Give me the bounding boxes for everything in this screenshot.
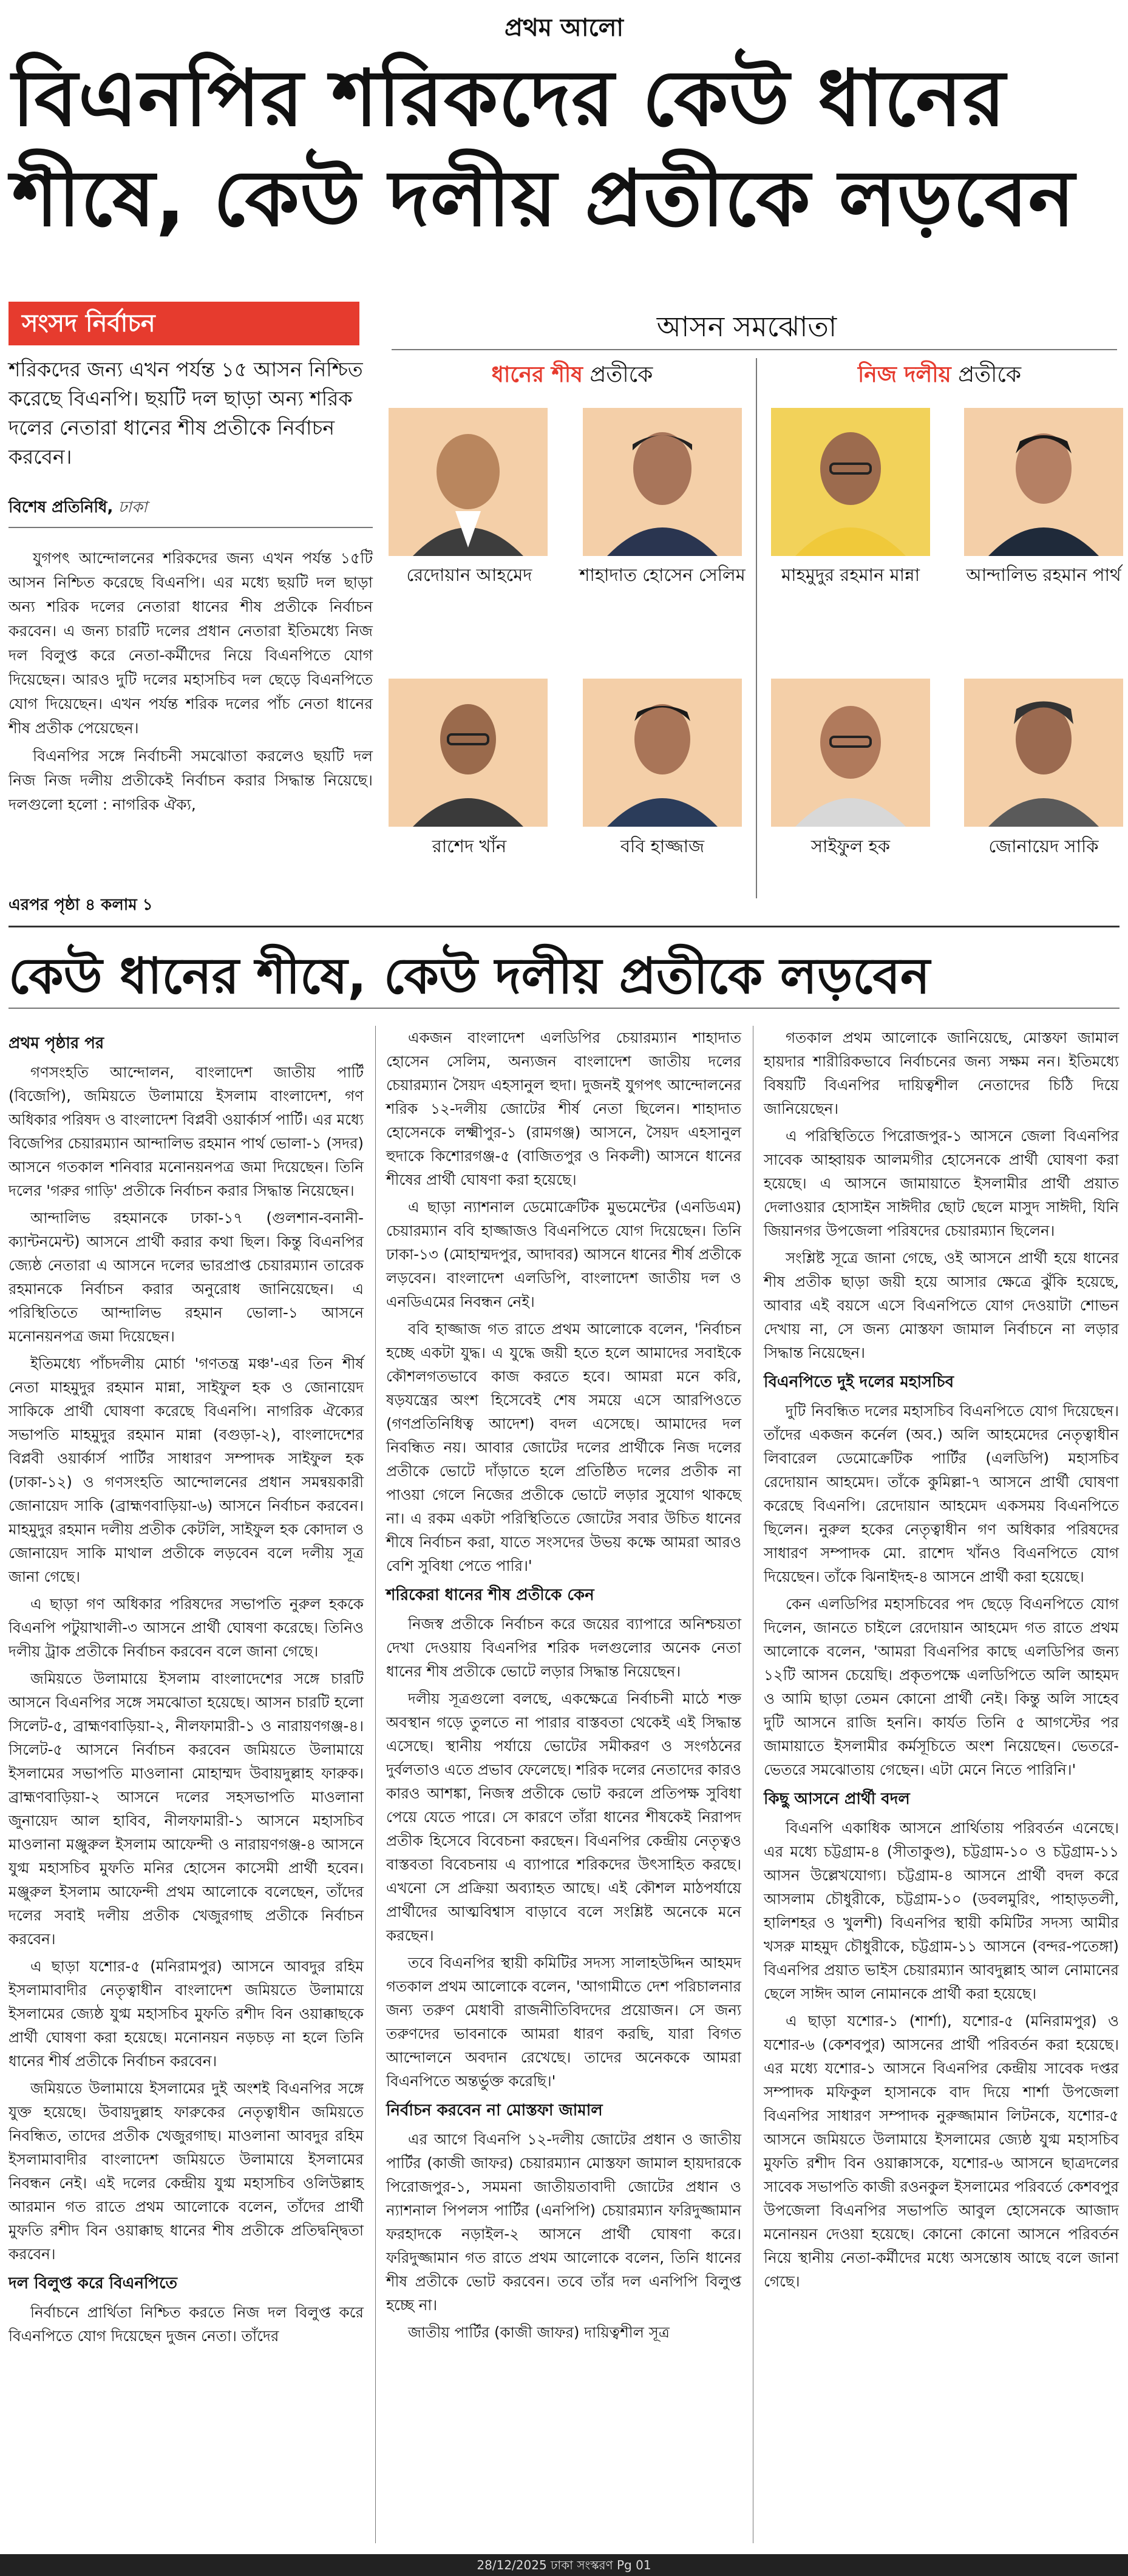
group-title-highlight: নিজ দলীয় (857, 362, 951, 387)
portrait-photo (389, 408, 548, 556)
page-footer: 28/12/2025 ঢাকা সংস্করণ Pg 01 (0, 2554, 1128, 2576)
paragraph: জমিয়তে উলামায়ে ইসলাম বাংলাদেশের সঙ্গে চারটি আসনে বিএনপির সঙ্গে সমঝোতা হয়েছে। আসন চারটি হলো সিলেট-৫, ব্রাহ্মণবাড়িয়া-২, নীলফামারী-১ ও নারায়ণগঞ্জ-৪। সিলেট-৫ আসনে নির্বাচন করবেন জমিয়তে উলামায়ে ইসলামের সভাপতি মাওলানা মোহাম্মদ উবায়দুল্লাহ ফারুক। ব্রাহ্মণবাড়িয়া-২ আসনে দলের সহসভাপতি মাওলানা জুনায়েদ আল হাবিব, নীলফামারী-১ আসনে মহাসচিব মাওলানা মঞ্জুরুল ইসলাম আফেন্দী ও নারায়ণগঞ্জ-৪ আসনে যুগ্ম মহাসচিব মুফতি মনির হোসেন কাসেমী প্রার্থী হবেন। মঞ্জুরুল ইসলাম আফেন্দী প্রথম আলোকে বলেছেন, তাঁদের দলের সবাই দলীয় প্রতীক খেজুরগাছ প্রতীকে নির্বাচন করবেন। (8, 1670, 364, 1948)
article-column-1 (8, 1026, 364, 2351)
column-divider (375, 1026, 376, 2543)
intro-summary: শরিকদের জন্য এখন পর্যন্ত ১৫ আসন নিশ্চিত করেছে বিএনপি। ছয়টি দল ছাড়া অন্য শরিক দলের নেতারা ধানের শীষ প্রতীকে নির্বাচন করবেন। (8, 358, 363, 469)
article-column-3 (764, 1026, 1119, 2297)
group-title-highlight: ধানের শীষ (491, 362, 583, 387)
portrait-photo (389, 679, 548, 827)
byline-name: বিশেষ প্রতিনিধি, (8, 498, 114, 517)
person-caption: জোনায়েদ সাকি (988, 836, 1099, 856)
person-caption: সাইফুল হক (810, 836, 891, 856)
lead-body (8, 546, 373, 821)
person-caption: আন্দালিভ রহমান পার্থ (966, 564, 1121, 585)
divider (392, 349, 1117, 350)
person-caption: মাহমুদুর রহমান মান্না (781, 564, 920, 585)
portrait-photo (583, 679, 742, 827)
masthead (0, 0, 1128, 47)
paragraph: জমিয়তে উলামায়ে ইসলামের দুই অংশই বিএনপির সঙ্গে যুক্ত হয়েছে। উবায়দুল্লাহ ফারুকের নেতৃত্বাধীন জমিয়তে নিবন্ধিত, তাদের প্রতীক খেজুরগাছ। মাওলানা আবদুর রহিম ইসলামাবাদীর বাংলাদেশ জমিয়তে উলামায়ে ইসলামের নিবন্ধন নেই। এই দলের কেন্দ্রীয় যুগ্ম মহাসচিব ওলিউল্লাহ আরমান গত রাতে প্রথম আলোকে বলেন, তাঁদের প্রার্থী মুফতি রশীদ বিন ওয়াক্কাছ ধানের শীষ প্রতীকে প্রতিদ্বন্দ্বিতা করবেন। (8, 2079, 364, 2263)
subheading: দল বিলুপ্ত করে বিএনপিতে (8, 2274, 178, 2293)
paragraph: এর আগে বিএনপি ১২-দলীয় জোটের প্রধান ও জাতীয় পার্টির (কাজী জাফর) চেয়ারম্যান মোস্তফা জামাল হায়দারকে পিরোজপুর-১, সমমনা জাতীয়তাবাদী জোটের প্রধান ও ন্যাশনাল পিপলস পার্টির (এনপিপি) চেয়ারম্যান ফরিদুজ্জামান ফরহাদকে নড়াইল-২ আসনে প্রার্থী ঘোষণা করে। ফরিদুজ্জামান গত রাতে প্রথম আলোকে বলেন, তিনি ধানের শীষ প্রতীকে ভোট করবেন। তবে তাঁর দল এনপিপি বিলুপ্ত হচ্ছে না। (386, 2130, 741, 2314)
divider (8, 926, 1120, 927)
paragraph: এ ছাড়া গণ অধিকার পরিষদের সভাপতি নুরুল হককে বিএনপি পটুয়াখালী-৩ আসনে প্রার্থী ঘোষণা করেছে। তিনিও দলীয় ট্রাক প্রতীকে নির্বাচন করবেন বলে জানা গেছে। (8, 1595, 364, 1660)
divider (8, 527, 373, 528)
person-caption: রেদোয়ান আহমেদ (406, 564, 532, 585)
person-caption: রাশেদ খাঁন (432, 836, 507, 856)
paragraph: এ ছাড়া যশোর-৫ (মনিরামপুর) আসনে আবদুর রহিম ইসলামাবাদীর নেতৃত্বাধীন বাংলাদেশ জমিয়তে উলামায়ে ইসলামের জ্যেষ্ঠ যুগ্ম মহাসচিব মুফতি রশীদ বিন ওয়াক্কাছকে প্রার্থী ঘোষণা করা হয়েছে। মনোনয়ন নড়চড় না হলে তিনি ধানের শীর্ষ প্রতীকে নির্বাচন করবেন। (8, 1957, 364, 2070)
newspaper-logo: প্রথম আলো (504, 14, 624, 42)
seat-panel-title: আসন সমঝোতা (656, 310, 837, 343)
group-title-text: প্রতীকে (951, 362, 1022, 387)
group-title-text: প্রতীকে (583, 362, 653, 387)
paragraph: জাতীয় পার্টির (কাজী জাফর) দায়িত্বশীল সূত্র (408, 2323, 670, 2341)
paragraph: দুটি নিবন্ধিত দলের মহাসচিব বিএনপিতে যোগ দিয়েছেন। তাঁদের একজন কর্নেল (অব.) অলি আহমেদের নেতৃত্বাধীন লিবারেল ডেমোক্রেটিক পার্টির (এলডিপি) মহাসচিব রেদোয়ান আহমেদ। তাঁকে কুমিল্লা-৭ আসনে প্রার্থী ঘোষণা করেছে বিএনপি। রেদোয়ান আহমেদ একসময় বিএনপিতে ছিলেন। নুরুল হকের নেতৃত্বাধীন গণ অধিকার পরিষদের সাধারণ সম্পাদক মো. রাশেদ খাঁনও বিএনপিতে যোগ দিয়েছেন। তাঁকে ঝিনাইদহ-৪ আসনে প্রার্থী করা হয়েছে। (764, 1402, 1119, 1585)
subheading: কিছু আসনে প্রার্থী বদল (764, 1790, 910, 1808)
paragraph: আন্দালিভ রহমানকে ঢাকা-১৭ (গুলশান-বনানী-ক্যান্টনমেন্ট) আসনে প্রার্থী করার কথা ছিল। কিন্তু বিএনপির জ্যেষ্ঠ নেতারা এ আসনে দলের ভারপ্রাপ্ত চেয়ারম্যান তারেক রহমানকে নির্বাচন করার অনুরোধ জানিয়েছেন। এ পরিস্থিতিতে আন্দালিভ রহমান ভোলা-১ আসনে মনোনয়নপত্র জমা দিয়েছেন। (8, 1209, 364, 1345)
byline (8, 495, 373, 521)
paragraph: এ ছাড়া যশোর-১ (শার্শা), যশোর-৫ (মনিরামপুর) ও যশোর-৬ (কেশবপুর) আসনের প্রার্থী পরিবর্তন করা হয়েছে। এর মধ্যে যশোর-১ আসনে বিএনপির কেন্দ্রীয় সাবেক দপ্তর সম্পাদক মফিকুল হাসানকে বাদ দিয়ে শার্শা উপজেলা বিএনপির সাধারণ সম্পাদক নুরুজ্জামান লিটনকে, যশোর-৫ আসনে জমিয়তে উলামায়ে ইসলামের জ্যেষ্ঠ যুগ্ম মহাসচিব মুফতি রশীদ বিন ওয়াক্কাসকে, যশোর-৬ আসনে ছাত্রদলের সাবেক সভাপতি কাজী রওনকুল ইসলামের পরিবর্তে কেশবপুর উপজেলা বিএনপির সভাপতি আবুল হোসেনকে আজাদ মনোনয়ন দেওয়া হয়েছে। কোনো কোনো আসনে পরিবর্তন নিয়ে স্থানীয় নেতা-কর্মীদের মধ্যে অসন্তোষ আছে বলে জানা গেছে। (764, 2012, 1119, 2290)
paragraph: বিএনপির সঙ্গে নির্বাচনী সমঝোতা করলেও ছয়টি দল নিজ নিজ দলীয় প্রতীকেই নির্বাচন করার সিদ্ধান্ত নিয়েছে। দলগুলো হলো : নাগরিক ঐক্য, (8, 747, 373, 813)
paragraph: গতকাল প্রথম আলোকে জানিয়েছে, মোস্তফা জামাল হায়দার শারীরিকভাবে নির্বাচনের জন্য সক্ষম নন। ইতিমধ্যে বিষয়টি বিএনপির দায়িত্বশীল নেতাদের চিঠি দিয়ে জানিয়েছেন। (764, 1029, 1119, 1117)
portrait-photo (583, 408, 742, 556)
paragraph: কেন এলডিপির মহাসচিবের পদ ছেড়ে বিএনপিতে যোগ দিলেন, জানতে চাইলে রেদোয়ান আহমেদ গত রাতে প্রথম আলোকে বলেন, 'আমরা বিএনপির কাছে এলডিপির জন্য ১২টি আসন চেয়েছি। প্রকৃতপক্ষে এলডিপিতে অলি আহমদ ও আমি ছাড়া তেমন কোনো প্রার্থী নেই। কিন্তু অলি সাহেব দুটি আসনে রাজি হননি। কার্যত তিনি ৫ আগস্টের পর জামায়াতে ইসলামীর কর্মসূচিতে অংশ নিয়েছেন। ভেতরে-ভেতরে সমঝোতায় গেছেন। এটা মেনে নিতে পারিনি।' (764, 1595, 1119, 1778)
jump-headline: কেউ ধানের শীষে, কেউ দলীয় প্রতীকে লড়বেন (8, 947, 930, 1005)
section-tag: সংসদ নির্বাচন (8, 302, 359, 345)
portrait-photo (964, 679, 1123, 827)
paragraph: এ পরিস্থিতিতে পিরোজপুর-১ আসনে জেলা বিএনপির সাবেক আহ্বায়ক আলমগীর হোসেনকে প্রার্থী ঘোষণা করা হয়েছে। এ আসনে জামায়াতে ইসলামীর প্রার্থী প্রয়াত দেলাওয়ার হোসাইন সাঈদীর ছোট ছেলে মাসুদ সাঈদী, যিনি জিয়ানগর উপজেলা পরিষদের চেয়ারম্যান ছিলেন। (764, 1127, 1119, 1239)
divider (8, 1008, 1120, 1009)
group-title-paddy (395, 358, 750, 395)
paragraph: এ ছাড়া ন্যাশনাল ডেমোক্রেটিক মুভমেন্টের (এনডিএম) চেয়ারম্যান ববি হাজ্জাজও বিএনপিতে যোগ দিয়েছেন। তিনি ঢাকা-১৩ (মোহাম্মদপুর, আদাবর) আসনে ধানের শীর্ষ প্রতীকে লড়বেন। বাংলাদেশ এলডিপি, বাংলাদেশ জাতীয় দল ও এনডিএমের নিবন্ধন নেই। (386, 1198, 741, 1310)
paragraph: তবে বিএনপির স্থায়ী কমিটির সদস্য সালাহউদ্দিন আহমদ গতকাল প্রথম আলোকে বলেন, 'আগামীতে দেশ পরিচালনার জন্য তরুণ মেধাবী রাজনীতিবিদদের প্রয়োজন। সে জন্য তরুণদের ভাবনাকে আমরা ধারণ করছি, যারা বিগত আন্দোলনে অবদান রেখেছে। তাদের অনেককে আমরা বিএনপিতে অন্তর্ভুক্ত করেছি।' (386, 1954, 741, 2090)
paragraph: দলীয় সূত্রগুলো বলছে, একক্ষেত্রে নির্বাচনী মাঠে শক্ত অবস্থান গড়ে তুলতে না পারার বাস্তবতা থেকেই এই সিদ্ধান্ত এসেছে। স্থানীয় পর্যায়ে ভোটের সমীকরণ ও সংগঠনের দুর্বলতাও এতে প্রভাব ফেলেছে। শরিক দলের নেতাদের কারও কারও আশঙ্কা, নিজস্ব প্রতীকে ভোট করলে প্রতিপক্ষ সুবিধা পেয়ে যেতে পারে। সে কারণে তাঁরা ধানের শীষকেই নিরাপদ প্রতীক হিসেবে বিবেচনা করছেন। বিএনপির কেন্দ্রীয় নেতৃত্বও বাস্তবতা বিবেচনায় এ ব্যাপারে শরিকদের উৎসাহিত করছে। এখনো সে প্রক্রিয়া অব্যাহত আছে। এই কৌশল মাঠপর্যায়ে প্রার্থীদের আত্মবিশ্বাস বাড়াবে বলে সংশ্লিষ্ট অনেকে মনে করছেন। (386, 1690, 741, 1944)
paragraph: যুগপৎ আন্দোলনের শরিকদের জন্য এখন পর্যন্ত ১৫টি আসন নিশ্চিত করেছে বিএনপি। এর মধ্যে ছয়টি দল ছাড়া অন্য শরিক দলের নেতারা ধানের শীষ প্রতীকে নির্বাচন করবেন। এ জন্য চারটি দলের প্রধান নেতারা ইতিমধ্যে নিজ দল বিলুপ্ত করে নেতা-কর্মীদের নিয়ে বিএনপিতে যোগ দিয়েছেন। আরও দুটি দলের মহাসচিব দল ছেড়ে বিএনপিতে যোগ দিয়েছেন। এখন পর্যন্ত শরিক দলের পাঁচ নেতা ধানের শীষ প্রতীক পেয়েছেন। (8, 549, 373, 737)
paragraph: গণসংহতি আন্দোলন, বাংলাদেশ জাতীয় পার্টি (বিজেপি), জমিয়তে উলামায়ে ইসলাম বাংলাদেশ, গণ অধিকার পরিষদ ও বাংলাদেশ বিপ্লবী ওয়ার্কার্স পার্টি। এর মধ্যে বিজেপির চেয়ারম্যান আন্দালিভ রহমান পার্থ ভোলা-১ (সদর) আসনে গতকাল শনিবার মনোনয়নপত্র জমা দিয়েছেন। তিনি দলের 'গরুর গাড়ি' প্রতীকে নির্বাচন করার সিদ্ধান্ত নিয়েছেন। (8, 1063, 364, 1199)
portrait-photo (964, 408, 1123, 556)
paragraph: ইতিমধ্যে পাঁচদলীয় মোর্চা 'গণতন্ত্র মঞ্চ'-এর তিন শীর্ষ নেতা মাহমুদুর রহমান মান্না, সাইফুল হক ও জোনায়েদ সাকিকে প্রার্থী ঘোষণা করেছে বিএনপি। নাগরিক ঐক্যের সভাপতি মাহমুদুর রহমান মান্না (বগুড়া-২), বাংলাদেশের বিপ্লবী ওয়ার্কার্স পার্টির সাধারণ সম্পাদক সাইফুল হক (ঢাকা-১২) ও গণসংহতি আন্দোলনের প্রধান সমন্বয়কারী জোনায়েদ সাকি (ব্রাহ্মণবাড়িয়া-৬) আসনে নির্বাচন করবেন। মাহমুদুর রহমান দলীয় প্রতীক কেটলি, সাইফুল হক কোদাল ও জোনায়েদ সাকি মাথাল প্রতীকে লড়বেন বলে দলীয় সূত্র জানা গেছে। (8, 1355, 364, 1585)
paragraph: নির্বাচনে প্রার্থিতা নিশ্চিত করতে নিজ দল বিলুপ্ত করে বিএনপিতে যোগ দিয়েছেন দুজন নেতা। তাঁদের (8, 2303, 364, 2345)
divider (756, 358, 757, 898)
paragraph: সংশ্লিষ্ট সূত্রে জানা গেছে, ওই আসনে প্রার্থী হয়ে ধানের শীষ প্রতীক ছাড়া জয়ী হয়ে আসার ক্ষেত্রে ঝুঁকি হয়েছে, আবার এই বয়সে এসে বিএনপিতে যোগ দেওয়াটা শোভন দেখায় না, সে জন্য মোস্তফা জামাল নির্বাচনে না লড়ার সিদ্ধান্ত নিয়েছেন। (764, 1249, 1119, 1361)
subheading: নির্বাচন করবেন না মোস্তফা জামাল (386, 2101, 603, 2120)
subheading: শরিকেরা ধানের শীষ প্রতীকে কেন (386, 1586, 594, 1604)
article-column-2 (386, 1026, 741, 2348)
person-caption: ববি হাজ্জাজ (620, 836, 705, 856)
paragraph: বিএনপি একাধিক আসনে প্রার্থিতায় পরিবর্তন এনেছে। এর মধ্যে চট্টগ্রাম-৪ (সীতাকুণ্ড), চট্টগ্রাম-১০ ও চট্টগ্রাম-১১ আসন উল্লেখযোগ্য। চট্টগ্রাম-৪ আসনে প্রার্থী বদল করে আসলাম চৌধুরীকে, চট্টগ্রাম-১০ (ডবলমুরিং, পাহাড়তলী, হালিশহর ও খুলশী) বিএনপির স্থায়ী কমিটির সদস্য আমীর খসরু মাহমুদ চৌধুরীকে, চট্টগ্রাম-১১ আসনে (বন্দর-পতেঙ্গা) বিএনপির প্রয়াত ভাইস চেয়ারম্যান আবদুল্লাহ আল নোমানের ছেলে সাঈদ আল নোমানকে প্রার্থী করা হয়েছে। (764, 1819, 1119, 2002)
paragraph: নিজস্ব প্রতীকে নির্বাচন করে জয়ের ব্যাপারে অনিশ্চয়তা দেখা দেওয়ায় বিএনপির শরিক দলগুলোর অনেক নেতা ধানের শীষ প্রতীকে ভোটে লড়ার সিদ্ধান্ত নিয়েছেন। (386, 1615, 741, 1680)
main-headline: বিএনপির শরিকদের কেউ ধানের শীষে, কেউ দলীয় প্রতীকে লড়বেন (12, 53, 1076, 244)
group-title-own-symbol (762, 358, 1117, 395)
person-caption: শাহাদাত হোসেন সেলিম (579, 564, 746, 585)
continued-note: এরপর পৃষ্ঠা ৪ কলাম ১ (8, 896, 153, 914)
subheading: বিএনপিতে দুই দলের মহাসচিব (764, 1373, 954, 1391)
jump-label: প্রথম পৃষ্ঠার পর (8, 1034, 104, 1052)
paragraph: একজন বাংলাদেশ এলডিপির চেয়ারম্যান শাহাদাত হোসেন সেলিম, অন্যজন বাংলাদেশ জাতীয় দলের চেয়ারম্যান সৈয়দ এহসানুল হুদা। দুজনই যুগপৎ আন্দোলনের শরিক ১২-দলীয় জোটের শীর্ষ নেতা ছিলেন। শাহাদাত হোসেনকে লক্ষ্মীপুর-১ (রামগঞ্জ) আসনে, সৈয়দ এহসানুল হুদাকে কিশোরগঞ্জ-৫ (বাজিতপুর ও নিকলী) আসনে ধানের শীষের প্রার্থী ঘোষণা করা হয়েছে। (386, 1029, 741, 1188)
byline-location: ঢাকা (113, 498, 148, 517)
portrait-photo (771, 408, 930, 556)
paragraph: ববি হাজ্জাজ গত রাতে প্রথম আলোকে বলেন, 'নির্বাচন হচ্ছে একটা যুদ্ধ। এ যুদ্ধে জয়ী হতে হলে আমাদের সবাইকে কৌশলগতভাবে কাজ করতে হবে। আমরা মনে করি, ষড়যন্ত্রের অংশ হিসেবেই শেষ সময়ে এসে আরপিওতে (গণপ্রতিনিধিত্ব আদেশ) বদল এসেছে। আমাদের দল নিবন্ধিত নয়। আবার জোটের দলের প্রার্থীকে নিজ দলের প্রতীকে ভোটে দাঁড়াতে হলে প্রতিষ্ঠিত দলের প্রতীক না পাওয়া গেলে নিজের প্রতীকে ভোটে লড়ার সুযোগ থাকছে না। এ রকম একটা পরিস্থিতিতে জোটের সবার উচিত ধানের শীষে নির্বাচন করা, যাতে সংসদের উভয় কক্ষে আমরা আরও বেশি সুবিধা পেতে পারি।' (386, 1320, 741, 1574)
portrait-photo (771, 679, 930, 827)
